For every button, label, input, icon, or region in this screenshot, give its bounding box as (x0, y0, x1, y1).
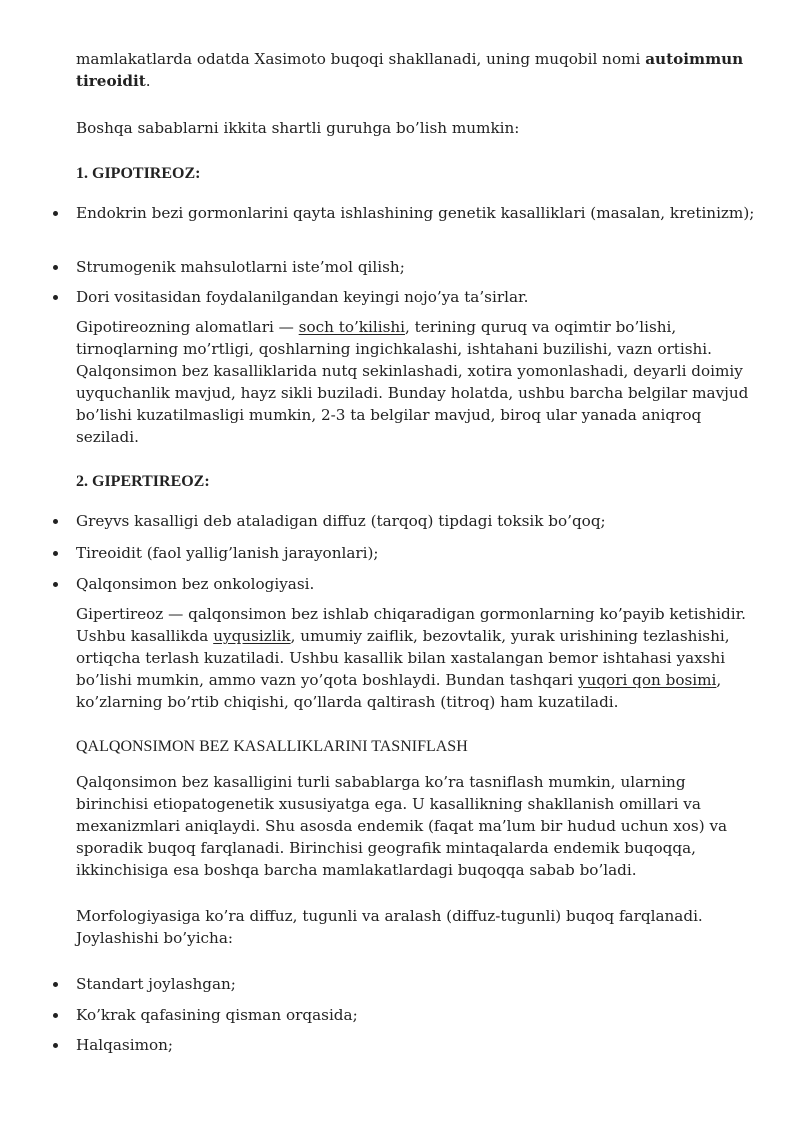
insomnia-link[interactable]: uyqusizlik (213, 627, 291, 645)
hypo-paragraph (76, 316, 756, 448)
hyper-para-text-end: , ko’zlarning bo’rtib chiqishi, qo’llarda qaltirash (titroq) ham kuzatiladi. (76, 671, 722, 711)
bullet-dot-icon (53, 582, 58, 587)
hyper-heading: 2. GIPERTIREOZ: (76, 473, 210, 490)
classification-paragraph: Qalqonsimon bez kasalligini turli sabablarga ko’ra tasniflash mumkin, ularning birinchisi etiopatogenetik xususiyatga ega. U kasallikning shakllanish omillari va mexanizmlari aniqlaydi. Shu asosda endemik (faqat ma’lum bir hudud uchun xos) va sporadik buqoq farqlanadi. Birinchisi geografik mintaqalarda endemik buqoqqa, ikkinchisiga esa boshqa barcha mamlakatlardagi buqoqqa sabab bo’ladi. (76, 773, 728, 879)
intro-bold-term: autoimmun tireoidit (76, 50, 744, 90)
classification-heading: QALQONSIMON BEZ KASALLIKLARINI TASNIFLASH (76, 738, 468, 755)
morphology-paragraph: Morfologiyasiga ko’ra diffuz, tugunli va aralash (diffuz-tugunli) buqoq farqlanadi. Joylashishi bo’yicha: (76, 907, 703, 947)
location-bullet-text: Ko’krak qafasining qisman orqasida; (76, 1006, 358, 1024)
intro-paragraph (76, 48, 756, 92)
hypo-para-text-rest: , terining quruq va oqimtir bo’lishi, tirnoqlarning mo’rtligi, qoshlarning ingichkalashi, ishtahani buzilishi, vazn ortishi. Qalqonsimon bez kasalliklarida nutq sekinlashadi, xotira yomonlashadi, deyarli doimiy uyquchanlik mavjud, hayz sikli buziladi. Bunday holatda, ushbu barcha belgilar mavjud bo’lishi kuzatilmasligi mumkin, 2-3 ta belgilar mavjud, biroq ular yanada aniqroq seziladi. (76, 318, 749, 446)
location-bullet-text: Halqasimon; (76, 1036, 174, 1054)
hair-loss-link[interactable]: soch to’kilishi (298, 318, 406, 336)
bullet-dot-icon (53, 265, 58, 270)
hyper-para-text-mid: , umumiy zaiflik, bezovtalik, yurak urishining tezlashishi, ortiqcha terlash kuzatiladi. Ushbu kasallik bilan xastalangan bemor ishtahasi yaxshi bo’lishi mumkin, ammo vazn yo’qota boshlaydi. Bundan tashqari (76, 627, 730, 689)
hyper-paragraph (76, 603, 756, 713)
bullet-dot-icon (53, 519, 58, 524)
location-bullet-text: Standart joylashgan; (76, 975, 236, 993)
hypo-bullet-text: Endokrin bezi gormonlarini qayta ishlashining genetik kasalliklari (masalan, kretinizm); (76, 204, 755, 222)
high-blood-pressure-link[interactable]: yuqori qon bosimi (577, 671, 717, 689)
intro-text-end: . (145, 72, 151, 90)
bullet-dot-icon (53, 295, 58, 300)
hyper-para-text: Gipertireoz — qalqonsimon bez ishlab chiqaradigan gormonlarning ko’payib ketishidir. Ushbu kasallikda (76, 605, 746, 645)
bullet-dot-icon (53, 1043, 58, 1048)
hypo-bullet-text: Dori vositasidan foydalanilgandan keyingi nojo’ya ta’sirlar. (76, 288, 529, 306)
bullet-dot-icon (53, 551, 58, 556)
hypo-heading: 1. GIPOTIREOZ: (76, 165, 201, 182)
bullet-dot-icon (53, 211, 58, 216)
bullet-dot-icon (53, 1013, 58, 1018)
hypo-bullet-text: Strumogenik mahsulotlarni iste’mol qilish; (76, 258, 405, 276)
hyper-bullet-text: Qalqonsimon bez onkologiyasi. (76, 575, 315, 593)
groups-intro-paragraph: Boshqa sabablarni ikkita shartli guruhga bo’lish mumkin: (76, 119, 520, 137)
bullet-dot-icon (53, 982, 58, 987)
hypo-para-text: Gipotireozning alomatlari — (76, 318, 299, 336)
intro-text: mamlakatlarda odatda Xasimoto buqoqi shakllanadi, uning muqobil nomi (76, 50, 646, 68)
hyper-bullet-text: Greyvs kasalligi deb ataladigan diffuz (tarqoq) tipdagi toksik bo’qoq; (76, 512, 606, 530)
hyper-bullet-text: Tireoidit (faol yallig’lanish jarayonlari); (76, 544, 379, 562)
